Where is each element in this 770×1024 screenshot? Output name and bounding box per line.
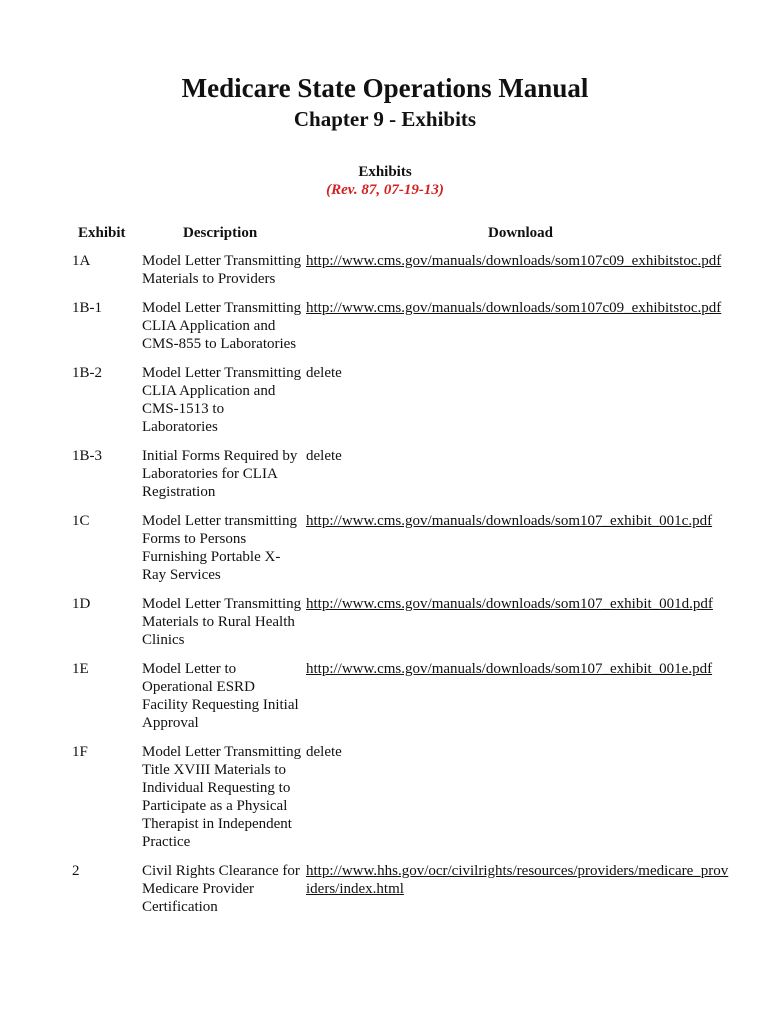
- table-row: [0, 862, 770, 916]
- download-link[interactable]: http://www.cms.gov/manuals/downloads/som107_exhibit_001c.pdf: [306, 513, 713, 529]
- exhibit-description: Model Letter Transmitting Title XVIII Materials to Individual Requesting to Participate as a Physical Therapist in Independent Practice: [142, 744, 302, 850]
- table-row: [0, 512, 770, 584]
- exhibit-table: [0, 252, 770, 927]
- chapter-subtitle: Chapter 9 - Exhibits: [293, 107, 477, 131]
- download-cell: [302, 862, 731, 916]
- document-title: Medicare State Operations Manual: [181, 73, 589, 103]
- exhibit-description: Model Letter Transmitting CLIA Application and CMS-855 to Laboratories: [142, 300, 302, 352]
- exhibit-description: Model Letter transmitting Forms to Persons Furnishing Portable X-Ray Services: [142, 513, 297, 583]
- exhibit-number: 1A: [72, 253, 91, 269]
- download-cell: [302, 743, 731, 851]
- table-row: [0, 660, 770, 732]
- exhibit-number: 1E: [72, 661, 89, 677]
- download-status: delete: [306, 744, 342, 760]
- download-status: delete: [306, 448, 342, 464]
- download-link[interactable]: http://www.hhs.gov/ocr/civilrights/resources/providers/medicare_providers/index.html: [306, 863, 729, 897]
- revision-note: (Rev. 87, 07-19-13): [326, 182, 444, 198]
- exhibit-number: 1D: [72, 596, 91, 612]
- download-cell: [302, 595, 731, 649]
- exhibit-description: Model Letter Transmitting Materials to Rural Health Clinics: [142, 596, 302, 648]
- exhibit-number: 2: [72, 863, 80, 879]
- column-header-download: Download: [488, 225, 554, 241]
- table-row: [0, 252, 770, 288]
- exhibit-description: Model Letter to Operational ESRD Facility Requesting Initial Approval: [142, 661, 299, 731]
- download-cell: [302, 252, 731, 288]
- column-header-exhibit: Exhibit: [78, 225, 126, 241]
- exhibit-number: 1B-1: [72, 300, 102, 316]
- table-row: [0, 299, 770, 353]
- download-cell: [302, 364, 731, 436]
- exhibit-number: 1B-3: [72, 448, 102, 464]
- download-cell: [302, 660, 731, 732]
- download-link[interactable]: http://www.cms.gov/manuals/downloads/som107_exhibit_001d.pdf: [306, 596, 713, 612]
- download-cell: [302, 512, 731, 584]
- exhibit-number: 1B-2: [72, 365, 102, 381]
- download-link[interactable]: http://www.cms.gov/manuals/downloads/som107_exhibit_001e.pdf: [306, 661, 713, 677]
- download-cell: [302, 447, 731, 501]
- exhibit-description: Model Letter Transmitting CLIA Application and CMS-1513 to Laboratories: [142, 365, 302, 435]
- table-row: [0, 595, 770, 649]
- exhibit-description: Model Letter Transmitting Materials to Providers: [142, 253, 302, 287]
- exhibit-description: Initial Forms Required by Laboratories for CLIA Registration: [142, 448, 298, 500]
- exhibit-number: 1F: [72, 744, 88, 760]
- table-row: [0, 364, 770, 436]
- download-status: delete: [306, 365, 342, 381]
- exhibit-description: Civil Rights Clearance for Medicare Provider Certification: [142, 863, 300, 915]
- section-label: Exhibits: [358, 164, 412, 180]
- table-row: [0, 743, 770, 851]
- table-row: [0, 447, 770, 501]
- column-header-description: Description: [183, 225, 258, 241]
- download-link[interactable]: http://www.cms.gov/manuals/downloads/som107c09_exhibitstoc.pdf: [306, 253, 722, 269]
- exhibit-number: 1C: [72, 513, 90, 529]
- download-link[interactable]: http://www.cms.gov/manuals/downloads/som107c09_exhibitstoc.pdf: [306, 300, 722, 316]
- download-cell: [302, 299, 731, 353]
